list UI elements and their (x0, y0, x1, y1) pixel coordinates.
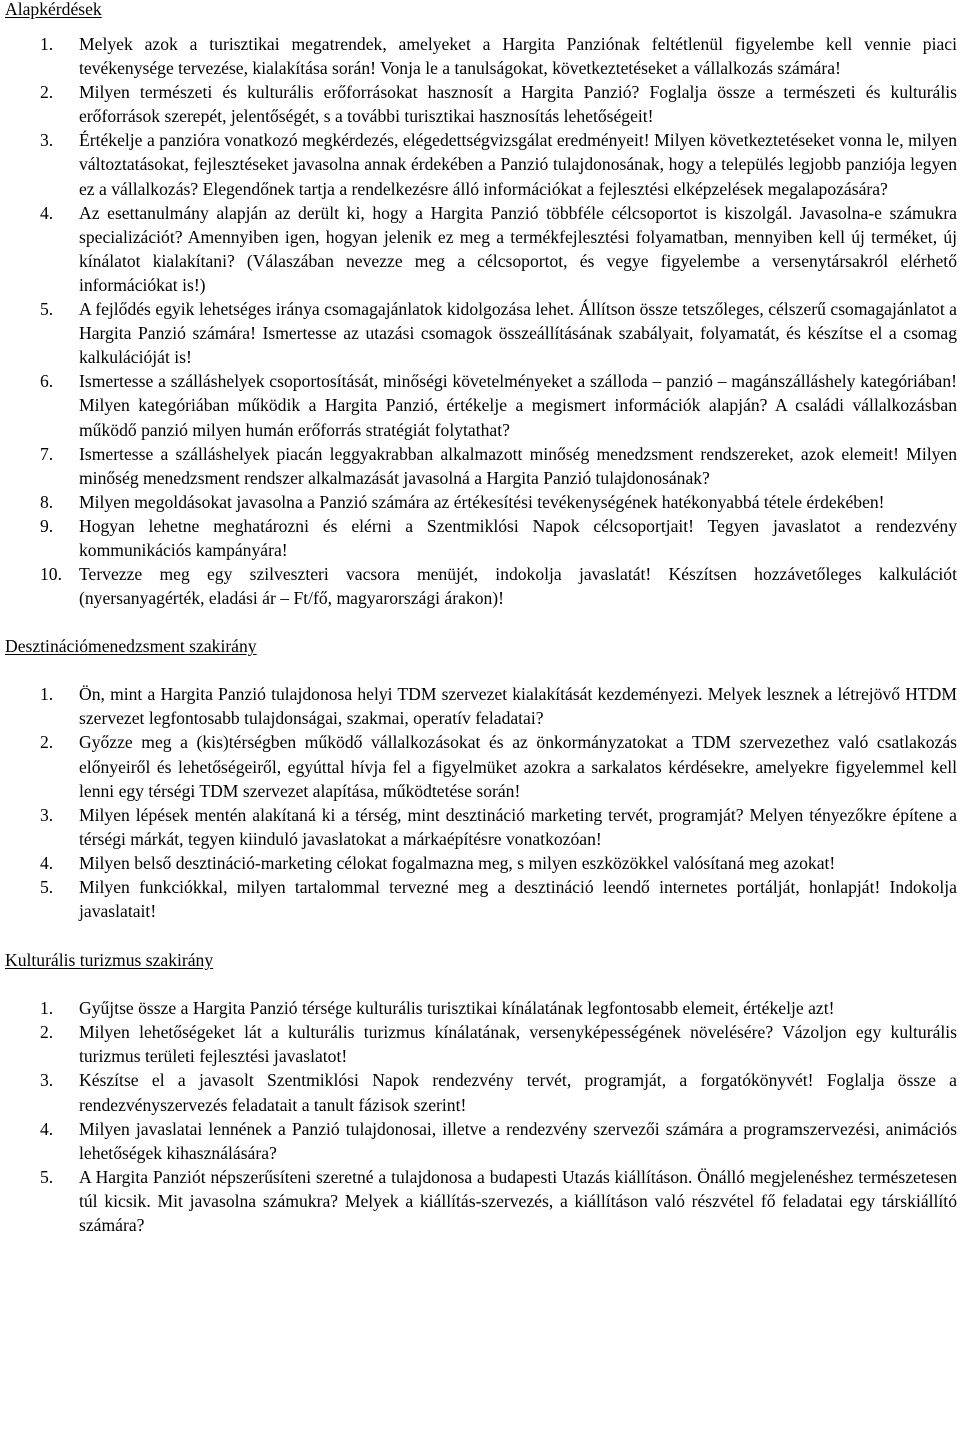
list-item (0, 442, 960, 490)
item-text: A fejlődés egyik lehetséges iránya csomagajánlatok kidolgozása lehet. Állítson össze tetszőleges, célszerű csomagajánlatot a Hargita Panzió számára! Ismertesse az utazási csomagok összeállításának szabályait, folyamatát, és készítse el a csomag kalkulációját is! (79, 299, 957, 368)
question-list-alapkerdesek (0, 32, 960, 610)
item-text: Ismertesse a szálláshelyek csoportosítását, minőségi követelményeket a szálloda – panzió – magánszálláshely kategóriában! Milyen kategóriában működik a Hargita Panzió, értékelje a megismert információk alapján? A családi vállalkozásban működő panzió milyen humán erőforrás stratégiát folytathat? (79, 371, 957, 440)
item-text: Milyen javaslatai lennének a Panzió tulajdonosai, illetve a rendezvény szervezői számára a programszervezési, animációs lehetőségek kihasználására? (79, 1118, 957, 1163)
list-item (0, 80, 960, 128)
item-number: 4. (40, 852, 54, 873)
item-text: Készítse el a javasolt Szentmiklósi Napok rendezvény tervét, programját, a forgatókönyvét! Foglalja össze a rendezvényszervezés feladatait a tanult fázisok szerint! (79, 1070, 957, 1115)
item-text: Gyűjtse össze a Hargita Panzió térsége kulturális turisztikai kínálatának legfontosabb elemeit, értékelje azt! (79, 998, 835, 1019)
item-text: Milyen természeti és kulturális erőforrásokat hasznosít a Hargita Panzió? Foglalja össze a természeti és kulturális erőforrások szerepét, jelentőségét, s a további turisztikai hasznosítás lehetőségeit! (79, 82, 957, 127)
list-item (0, 297, 960, 369)
item-number: 1. (40, 34, 54, 54)
item-number: 9. (40, 515, 54, 536)
section-title-alapkerdesek: Alapkérdések (5, 0, 102, 19)
item-number: 3. (40, 1070, 54, 1091)
item-number: 8. (40, 491, 54, 512)
section-title-desztinaciomenedzsment: Desztinációmenedzsment szakirány (5, 636, 257, 657)
item-text: Ismertesse a szálláshelyek piacán leggyakrabban alkalmazott minőség menedzsment rendszereket, azok elemeit! Milyen minőség menedzsment rendszer alkalmazását javasolná a Hargita Panzió tulajdonosának? (79, 443, 957, 488)
item-text: A Hargita Panziót népszerűsíteni szeretné a tulajdonosa a budapesti Utazás kiállításon. Önálló megjelenéshez természetesen túl kicsik. Mit javasolna számukra? Melyek a kiállítás-szervezés, a kiállításon való részvétel fő feladatai egy társkiállító számára? (79, 1166, 957, 1236)
item-text: Milyen lehetőségeket lát a kulturális turizmus kínálatának, versenyképességének növelésére? Vázoljon egy kulturális turizmus területi fejlesztési javaslatot! (79, 1022, 957, 1067)
list-item (0, 803, 960, 851)
item-text: Milyen lépések mentén alakítaná ki a térség, mint desztináció marketing tervét, programját? Melyen tényezőkre építene a térségi márkát, tegyen kiinduló javaslatokat a márkaépítésre vonatkozóan! (79, 804, 957, 849)
item-number: 2. (40, 1022, 54, 1043)
list-item (0, 1020, 960, 1068)
list-item (0, 369, 960, 441)
item-number: 1. (40, 684, 54, 705)
item-text: Milyen megoldásokat javasolna a Panzió számára az értékesítési tevékenységének hatékonyabbá tétele érdekében! (79, 491, 885, 512)
list-item (0, 32, 960, 80)
item-text: Melyek azok a turisztikai megatrendek, amelyeket a Hargita Panziónak feltétlenül figyelembe kell vennie piaci tevékenysége tervezése, kialakítása során! Vonja le a tanulságokat, következtetéseket a vállalkozás számára! (79, 34, 957, 79)
item-number: 4. (40, 1118, 54, 1139)
list-item (0, 514, 960, 562)
list-item (0, 1117, 960, 1165)
list-item (0, 996, 960, 1020)
list-item (0, 562, 960, 610)
item-text: Milyen funkciókkal, milyen tartalommal tervezné meg a desztináció leendő internetes portálját, honlapját! Indokolja javaslatait! (79, 877, 957, 922)
list-item (0, 201, 960, 297)
item-number: 1. (40, 998, 54, 1019)
item-text: Hogyan lehetne meghatározni és elérni a Szentmiklósi Napok célcsoportjait! Tegyen javaslatot a rendezvény kommunikációs kampányára! (79, 515, 957, 560)
question-list-desztinaciomenedzsment (0, 682, 960, 923)
list-item (0, 875, 960, 923)
item-number: 2. (40, 82, 54, 103)
list-item (0, 128, 960, 200)
item-number: 3. (40, 130, 54, 151)
list-item (0, 1165, 960, 1237)
item-number: 7. (40, 443, 54, 464)
list-item (0, 1068, 960, 1116)
list-item (0, 851, 960, 875)
list-item (0, 490, 960, 514)
item-text: Tervezze meg egy szilveszteri vacsora menüjét, indokolja javaslatát! Készítsen hozzávetőleges kalkulációt (nyersanyagérték, eladási ár – Ft/fő, magyarországi árakon)! (79, 564, 957, 609)
item-number: 4. (40, 202, 54, 223)
section-title-kulturalis-turizmus: Kulturális turizmus szakirány (5, 950, 214, 971)
list-item (0, 682, 960, 730)
item-number: 5. (40, 299, 54, 320)
question-list-kulturalis-turizmus (0, 996, 960, 1237)
item-text: Értékelje a panzióra vonatkozó megkérdezés, elégedettségvizsgálat eredményeit! Milyen következtetéseket vonna le, milyen változtatásokat, fejlesztéseket javasolna annak érdekében a Panzió tulajdonosának, hogy a település legjobb panziója legyen ez a vállalkozás? Elegendőnek tartja a rendelkezésre álló információkat a fejlesztési elképzelések megalapozására? (79, 130, 957, 199)
item-text: Győzze meg a (kis)térségben működő vállalkozásokat és az önkormányzatokat a TDM szervezethez való csatlakozás előnyeiről és lehetőségeiről, egyúttal hívja fel a figyelmüket azokra a sarkalatos kérdésekre, amelyekre figyelemmel kell lenni egy térségi TDM szervezet alapítása, működtetése során! (79, 732, 957, 801)
item-number: 10. (40, 564, 62, 585)
item-text: Ön, mint a Hargita Panzió tulajdonosa helyi TDM szervezet kialakítását kezdeményezi. Melyek lesznek a létrejövő HTDM szervezet legfontosabb tulajdonságai, szakmai, operatív feladatai? (79, 684, 957, 729)
list-item (0, 730, 960, 802)
item-number: 6. (40, 371, 54, 392)
item-number: 5. (40, 1166, 54, 1187)
item-number: 3. (40, 804, 54, 825)
item-text: Milyen belső desztináció-marketing célokat fogalmazna meg, s milyen eszközökkel valósítaná meg azokat! (79, 852, 836, 873)
item-text: Az esettanulmány alapján az derült ki, hogy a Hargita Panzió többféle célcsoportot is kiszolgál. Javasolna-e számukra specializációt? Amennyiben igen, hogyan jelenik ez meg a termékfejlesztési folyamatban, mennyiben kell új terméket, új kínálatot kialakítani? (Válaszában nevezze meg a célcsoportot, és vegye figyelembe a versenytársakról elérhető információkat is!) (79, 202, 957, 295)
item-number: 2. (40, 732, 54, 753)
item-number: 5. (40, 877, 54, 897)
